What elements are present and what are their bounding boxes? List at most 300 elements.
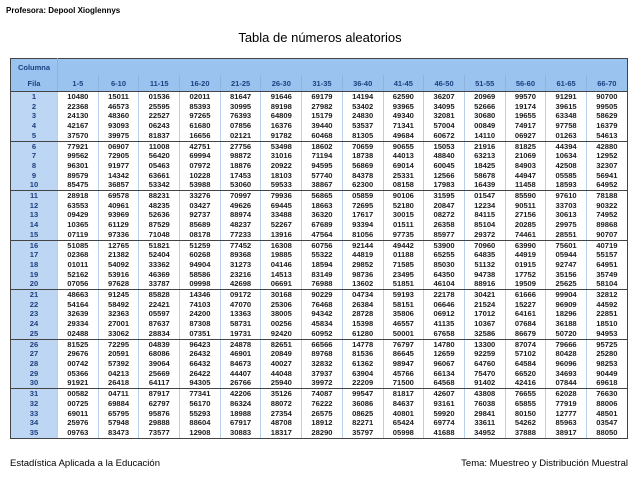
table-cell: 49442 (383, 240, 424, 250)
table-cell: 32081 (424, 111, 465, 121)
table-cell: 61362 (342, 359, 383, 369)
table-cell: 12659 (424, 349, 465, 359)
table-cell: 44819 (342, 250, 383, 260)
table-cell: 22209 (342, 378, 383, 388)
table-cell: 70659 (342, 141, 383, 151)
column-header: 61-65 (546, 75, 587, 92)
row-number: 16 (11, 240, 58, 250)
table-cell: 48235 (139, 201, 180, 211)
table-cell: 44407 (220, 369, 261, 379)
table-cell: 27156 (505, 210, 546, 220)
table-cell: 18738 (342, 151, 383, 161)
table-cell: 21382 (98, 250, 139, 260)
table-cell: 11008 (139, 141, 180, 151)
table-cell: 69011 (58, 409, 99, 419)
table-cell: 74952 (586, 210, 627, 220)
table-cell: 26418 (98, 378, 139, 388)
row-number: 5 (11, 131, 58, 141)
table-cell: 93161 (424, 399, 465, 409)
table-cell: 15011 (98, 92, 139, 102)
table-cell: 12234 (464, 201, 505, 211)
table-cell: 69774 (424, 418, 465, 428)
table-row (11, 399, 628, 409)
table-cell: 05944 (546, 250, 587, 260)
table-cell: 90707 (586, 230, 627, 240)
row-number: 23 (11, 309, 58, 319)
table-cell: 94904 (180, 260, 221, 270)
table-cell: 53498 (261, 141, 302, 151)
table-cell: 48708 (261, 418, 302, 428)
table-cell: 86679 (505, 329, 546, 339)
table-cell: 42698 (220, 279, 261, 289)
table-cell: 17012 (464, 309, 505, 319)
table-cell: 20849 (261, 349, 302, 359)
table-cell: 27354 (261, 409, 302, 419)
table-cell: 79666 (546, 339, 587, 349)
row-number: 35 (11, 428, 58, 438)
table-cell: 71194 (302, 151, 343, 161)
table-cell: 56941 (586, 171, 627, 181)
table-cell: 89579 (58, 171, 99, 181)
table-row (11, 180, 628, 190)
table-cell: 60268 (180, 250, 221, 260)
table-cell: 84115 (464, 210, 505, 220)
table-cell: 42751 (180, 141, 221, 151)
table-cell: 35156 (546, 270, 587, 280)
table-cell: 56865 (302, 191, 343, 201)
table-cell: 64117 (139, 378, 180, 388)
table-cell: 69179 (302, 92, 343, 102)
table-row (11, 319, 628, 329)
table-cell: 61680 (180, 121, 221, 131)
table-cell: 11458 (505, 180, 546, 190)
table-cell: 61666 (505, 290, 546, 300)
table-cell: 01511 (383, 220, 424, 230)
table-cell: 91245 (98, 290, 139, 300)
table-cell: 73577 (139, 428, 180, 438)
table-row (11, 230, 628, 240)
table-cell: 39064 (139, 359, 180, 369)
table-cell: 96423 (180, 339, 221, 349)
table-cell: 64952 (586, 180, 627, 190)
table-cell: 68086 (139, 349, 180, 359)
table-cell: 10365 (58, 220, 99, 230)
table-cell: 39972 (302, 378, 343, 388)
table-cell: 92259 (464, 349, 505, 359)
table-cell: 99562 (58, 151, 99, 161)
table-cell: 63904 (342, 369, 383, 379)
table-cell: 76038 (464, 399, 505, 409)
table-cell: 07684 (505, 319, 546, 329)
table-cell: 64809 (261, 111, 302, 121)
row-number: 13 (11, 210, 58, 220)
table-cell: 54092 (98, 260, 139, 270)
table-cell: 83149 (302, 270, 343, 280)
table-cell: 18103 (261, 171, 302, 181)
table-row (11, 111, 628, 121)
table-cell: 09429 (58, 210, 99, 220)
table-row (11, 279, 628, 289)
table-cell: 38867 (302, 180, 343, 190)
table-cell: 57740 (302, 171, 343, 181)
table-cell: 12908 (180, 428, 221, 438)
table-cell: 62028 (546, 389, 587, 399)
table-cell: 77341 (180, 389, 221, 399)
table-cell: 00742 (58, 359, 99, 369)
table-cell: 06646 (424, 300, 465, 310)
table-cell: 74461 (505, 230, 546, 240)
table-cell: 09763 (58, 428, 99, 438)
table-cell: 40719 (586, 240, 627, 250)
column-header: 6-10 (98, 75, 139, 92)
row-number: 19 (11, 270, 58, 280)
table-cell: 24878 (220, 339, 261, 349)
table-cell: 12765 (98, 240, 139, 250)
table-row (11, 300, 628, 310)
table-cell: 16376 (261, 121, 302, 131)
table-cell: 53402 (342, 102, 383, 112)
table-cell: 25280 (586, 349, 627, 359)
table-cell: 23495 (383, 270, 424, 280)
column-header: 16-20 (180, 75, 221, 92)
table-cell: 81536 (342, 349, 383, 359)
table-cell: 26432 (180, 349, 221, 359)
table-cell: 44048 (261, 369, 302, 379)
table-cell: 15179 (302, 111, 343, 121)
table-row (11, 171, 628, 181)
table-cell: 80150 (505, 409, 546, 419)
table-cell: 98947 (383, 359, 424, 369)
table-cell: 59193 (383, 290, 424, 300)
table-cell: 36086 (342, 399, 383, 409)
table-cell: 88974 (220, 210, 261, 220)
table-cell: 92737 (180, 210, 221, 220)
table-cell: 90511 (505, 201, 546, 211)
table-row (11, 250, 628, 260)
table-cell: 53342 (139, 180, 180, 190)
table-cell: 98736 (342, 270, 383, 280)
table-cell: 26575 (302, 409, 343, 419)
table-cell: 06927 (505, 131, 546, 141)
table-cell: 04839 (139, 339, 180, 349)
table-cell: 88231 (139, 191, 180, 201)
table-cell: 22421 (139, 300, 180, 310)
row-number: 17 (11, 250, 58, 260)
table-cell: 49340 (383, 111, 424, 121)
table-cell: 88050 (586, 428, 627, 438)
table-row (11, 141, 628, 151)
table-cell: 51085 (58, 240, 99, 250)
table-cell: 20969 (464, 92, 505, 102)
table-cell: 25669 (139, 369, 180, 379)
table-cell: 22527 (139, 111, 180, 121)
table-cell: 16379 (586, 121, 627, 131)
table-cell: 91402 (464, 378, 505, 388)
table-cell: 99570 (505, 92, 546, 102)
table-cell: 59920 (424, 409, 465, 419)
row-number: 14 (11, 220, 58, 230)
table-cell: 93969 (98, 210, 139, 220)
table-cell: 05597 (139, 309, 180, 319)
table-cell: 67689 (302, 220, 343, 230)
table-cell: 10367 (464, 319, 505, 329)
table-cell: 83473 (98, 428, 139, 438)
table-body (11, 92, 628, 439)
table-cell: 31595 (424, 191, 465, 201)
table-cell: 40801 (383, 409, 424, 419)
table-cell: 96096 (546, 359, 587, 369)
table-cell: 32586 (464, 329, 505, 339)
table-cell: 39440 (302, 121, 343, 131)
table-cell: 18425 (464, 161, 505, 171)
table-cell: 24830 (342, 111, 383, 121)
table-cell: 21069 (505, 151, 546, 161)
table-row (11, 161, 628, 171)
table-cell: 21524 (464, 300, 505, 310)
table-cell: 18594 (302, 260, 343, 270)
table-cell: 16308 (261, 240, 302, 250)
table-cell: 14780 (424, 339, 465, 349)
table-cell: 76988 (302, 279, 343, 289)
table-row (11, 151, 628, 161)
table-cell: 48360 (98, 111, 139, 121)
table-cell: 64584 (505, 359, 546, 369)
table-cell: 30995 (220, 102, 261, 112)
table-cell: 60045 (424, 161, 465, 171)
table-cell: 15053 (424, 141, 465, 151)
table-cell: 49684 (383, 131, 424, 141)
table-cell: 25331 (383, 171, 424, 181)
table-cell: 91782 (261, 131, 302, 141)
table-cell: 66520 (505, 369, 546, 379)
table-cell: 87917 (139, 389, 180, 399)
table-cell: 81825 (505, 141, 546, 151)
table-row (11, 260, 628, 270)
table-cell: 19731 (220, 329, 261, 339)
table-cell: 00849 (464, 121, 505, 131)
table-cell: 08625 (342, 409, 383, 419)
table-cell: 74917 (505, 121, 546, 131)
table-cell: 67917 (220, 418, 261, 428)
table-cell: 99547 (342, 389, 383, 399)
table-cell: 28728 (342, 309, 383, 319)
table-cell: 38005 (261, 309, 302, 319)
table-cell: 51132 (464, 260, 505, 270)
table-cell: 69884 (98, 399, 139, 409)
table-row (11, 240, 628, 250)
table-row (11, 428, 628, 438)
table-cell: 13602 (342, 279, 383, 289)
table-cell: 66432 (180, 359, 221, 369)
table-cell: 29841 (464, 409, 505, 419)
row-number: 1 (11, 92, 58, 102)
table-cell: 72695 (342, 201, 383, 211)
table-cell: 30421 (464, 290, 505, 300)
table-cell: 92747 (546, 260, 587, 270)
table-cell: 29334 (58, 319, 99, 329)
table-cell: 88604 (180, 418, 221, 428)
row-number: 6 (11, 141, 58, 151)
table-cell: 04711 (98, 389, 139, 399)
table-cell: 45834 (302, 319, 343, 329)
row-number: 26 (11, 339, 58, 349)
row-number: 28 (11, 359, 58, 369)
table-cell: 76655 (505, 389, 546, 399)
table-cell: 52636 (139, 210, 180, 220)
row-number: 34 (11, 418, 58, 428)
table-cell: 00725 (58, 399, 99, 409)
table-cell: 84378 (342, 171, 383, 181)
table-cell: 46104 (424, 279, 465, 289)
table-cell: 90700 (586, 92, 627, 102)
table-cell: 91291 (546, 92, 587, 102)
table-cell: 85475 (58, 180, 99, 190)
table-cell: 60952 (302, 329, 343, 339)
table-cell: 18988 (220, 409, 261, 419)
table-cell: 58586 (180, 270, 221, 280)
row-number: 33 (11, 409, 58, 419)
table-cell: 14346 (180, 290, 221, 300)
table-cell: 69994 (180, 151, 221, 161)
table-cell: 55293 (180, 409, 221, 419)
table-cell: 81305 (342, 131, 383, 141)
table-cell: 44592 (586, 300, 627, 310)
table-cell: 58151 (383, 300, 424, 310)
table-cell: 14513 (261, 270, 302, 280)
table-cell: 85030 (424, 260, 465, 270)
row-number: 31 (11, 389, 58, 399)
table-cell: 98253 (586, 359, 627, 369)
row-number: 32 (11, 399, 58, 409)
row-number: 2 (11, 102, 58, 112)
table-cell: 06912 (424, 309, 465, 319)
table-cell: 12777 (546, 409, 587, 419)
table-cell: 97628 (98, 279, 139, 289)
table-cell: 76468 (302, 300, 343, 310)
table-cell: 12952 (586, 151, 627, 161)
table-cell: 01915 (505, 260, 546, 270)
row-number: 9 (11, 171, 58, 181)
table-cell: 55322 (302, 250, 343, 260)
row-number: 30 (11, 378, 58, 388)
column-header: 36-40 (342, 75, 383, 92)
table-cell: 85590 (505, 191, 546, 201)
table-cell: 29676 (58, 349, 99, 359)
table-cell: 22368 (58, 102, 99, 112)
table-row (11, 220, 628, 230)
table-cell: 46901 (220, 349, 261, 359)
table-cell: 99505 (586, 102, 627, 112)
professor-label: Profesora: Depool Xioglennys (6, 6, 121, 15)
table-row (11, 121, 628, 131)
table-cell: 20591 (98, 349, 139, 359)
table-cell: 35806 (383, 309, 424, 319)
table-cell: 33787 (139, 279, 180, 289)
table-cell: 02011 (180, 92, 221, 102)
table-cell: 60672 (424, 131, 465, 141)
table-cell: 61280 (342, 329, 383, 339)
table-cell: 65855 (505, 399, 546, 409)
table-cell: 18317 (261, 428, 302, 438)
table-cell: 09998 (180, 279, 221, 289)
table-cell: 28834 (139, 329, 180, 339)
header-spacer (58, 59, 628, 76)
table-cell: 25940 (261, 378, 302, 388)
table-cell: 77919 (546, 399, 587, 409)
table-cell: 09172 (220, 290, 261, 300)
table-cell: 56869 (342, 161, 383, 171)
table-cell: 85689 (180, 220, 221, 230)
table-cell: 97336 (98, 230, 139, 240)
table-cell: 30680 (464, 111, 505, 121)
column-header: 51-55 (464, 75, 505, 92)
table-cell: 10634 (546, 151, 587, 161)
table-cell: 34095 (424, 102, 465, 112)
column-header: 31-35 (302, 75, 343, 92)
table-cell: 27001 (98, 319, 139, 329)
table-cell: 25595 (139, 102, 180, 112)
table-cell: 46557 (383, 319, 424, 329)
table-cell: 18602 (302, 141, 343, 151)
row-number: 4 (11, 121, 58, 131)
table-cell: 85828 (139, 290, 180, 300)
table-cell: 14778 (342, 339, 383, 349)
table-cell: 41688 (424, 428, 465, 438)
table-cell: 92420 (261, 329, 302, 339)
table-cell: 97265 (180, 111, 221, 121)
table-cell: 32812 (586, 290, 627, 300)
table-cell: 64951 (586, 260, 627, 270)
table-row (11, 369, 628, 379)
column-header: 26-30 (261, 75, 302, 92)
table-cell: 78188 (586, 191, 627, 201)
table-cell: 36188 (546, 319, 587, 329)
table-cell: 26384 (342, 300, 383, 310)
table-cell: 94342 (302, 309, 343, 319)
table-cell: 91646 (261, 92, 302, 102)
table-cell: 42607 (424, 389, 465, 399)
table-cell: 03427 (180, 201, 221, 211)
table-cell: 48501 (586, 409, 627, 419)
table-cell: 01536 (139, 92, 180, 102)
row-number: 22 (11, 300, 58, 310)
table-row (11, 210, 628, 220)
table-cell: 94738 (464, 270, 505, 280)
table-cell: 06691 (261, 279, 302, 289)
table-cell: 51851 (383, 279, 424, 289)
column-header: 21-25 (220, 75, 261, 92)
table-cell: 53988 (180, 180, 221, 190)
row-number: 24 (11, 319, 58, 329)
table-cell: 97758 (546, 121, 587, 131)
table-cell: 57948 (98, 418, 139, 428)
table-cell: 01547 (464, 191, 505, 201)
table-cell: 42206 (220, 389, 261, 399)
table-row (11, 329, 628, 339)
table-cell: 33611 (464, 418, 505, 428)
table-cell: 69014 (383, 161, 424, 171)
row-number: 15 (11, 230, 58, 240)
column-header: 56-60 (505, 75, 546, 92)
table-cell: 52180 (383, 201, 424, 211)
table-cell: 57102 (505, 349, 546, 359)
table-cell: 95725 (586, 339, 627, 349)
table-cell: 52267 (261, 220, 302, 230)
table-cell: 62797 (139, 399, 180, 409)
table-cell: 88072 (261, 399, 302, 409)
table-cell: 52666 (464, 102, 505, 112)
table-cell: 59533 (261, 180, 302, 190)
